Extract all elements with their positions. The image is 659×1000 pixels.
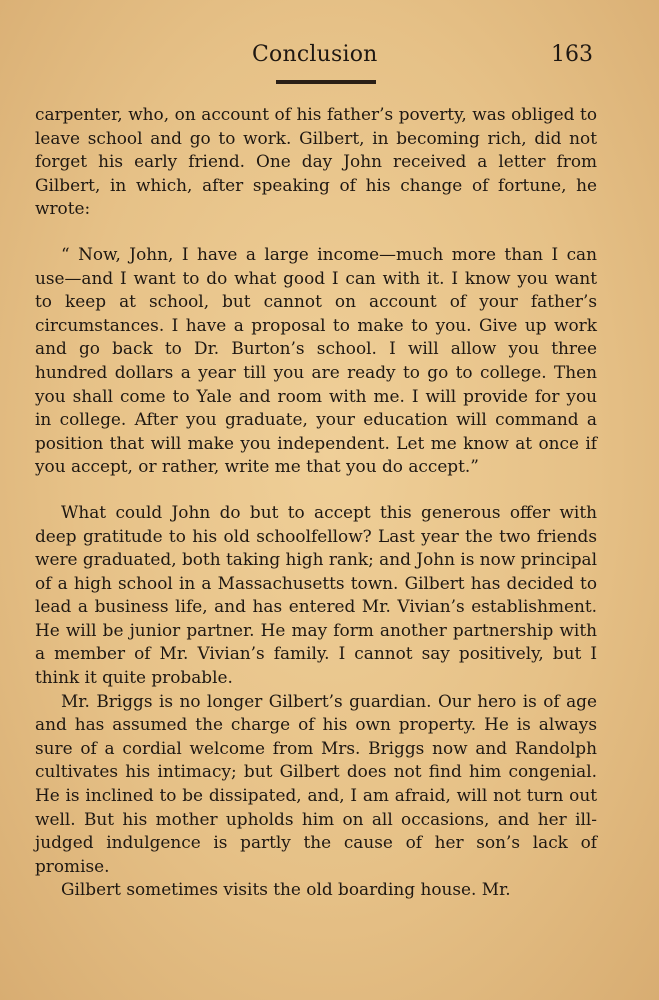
paragraph-gap: [35, 479, 597, 501]
chapter-title: Conclusion: [252, 42, 378, 67]
paragraph: What could John do but to accept this generous offer with deep gratitude to his old schoolfellow? Last year the two friends were graduated, both taking high rank; and John is now principal of a high school in a Massachusetts town. Gilbert has decided to lead a business life, and has entered Mr. Vivian’s establishment. He will be junior partner. He may form another partnership with a member of Mr. Vivian’s family. I cannot say positively, but I think it quite probable.: [35, 501, 597, 688]
paragraph-continuation: carpenter, who, on account of his father’s poverty, was obliged to leave school and go to work. Gilbert, in becoming rich, did not forget his early friend. One day John received a letter from Gilbert, in which, after speaking of his change of fortune, he wrote:: [35, 104, 597, 219]
body-text: [35, 103, 597, 902]
running-header: [0, 42, 659, 72]
page-number: 163: [551, 42, 593, 67]
header-rule: [276, 80, 376, 84]
paragraph: Mr. Briggs is no longer Gilbert’s guardian. Our hero is of age and has assumed the charge of his own property. He is always sure of a cordial welcome from Mrs. Briggs now and Randolph cultivates his intimacy; but Gilbert does not find him congenial. He is inclined to be dissipated, and, I am afraid, will not turn out well. But his mother upholds him on all occasions, and her ill-judged indulgence is partly the cause of her son’s lack of promise.: [35, 690, 597, 876]
paragraph-gap: [35, 221, 597, 243]
paragraph: Gilbert sometimes visits the old boarding house. Mr.: [61, 879, 511, 900]
quoted-letter: “ Now, John, I have a large income—much more than I can use—and I want to do what good I can with it. I know you want to keep at school, but cannot on account of your father’s circumstances. I have a proposal to make to you. Give up work and go back to Dr. Burton’s school. I will allow you three hundred dollars a year till you are ready to go to college. Then you shall come to Yale and room with me. I will provide for you in college. After you graduate, your education will command a position that will make you independent. Let me know at once if you accept, or rather, write me that you do accept.”: [35, 243, 597, 477]
